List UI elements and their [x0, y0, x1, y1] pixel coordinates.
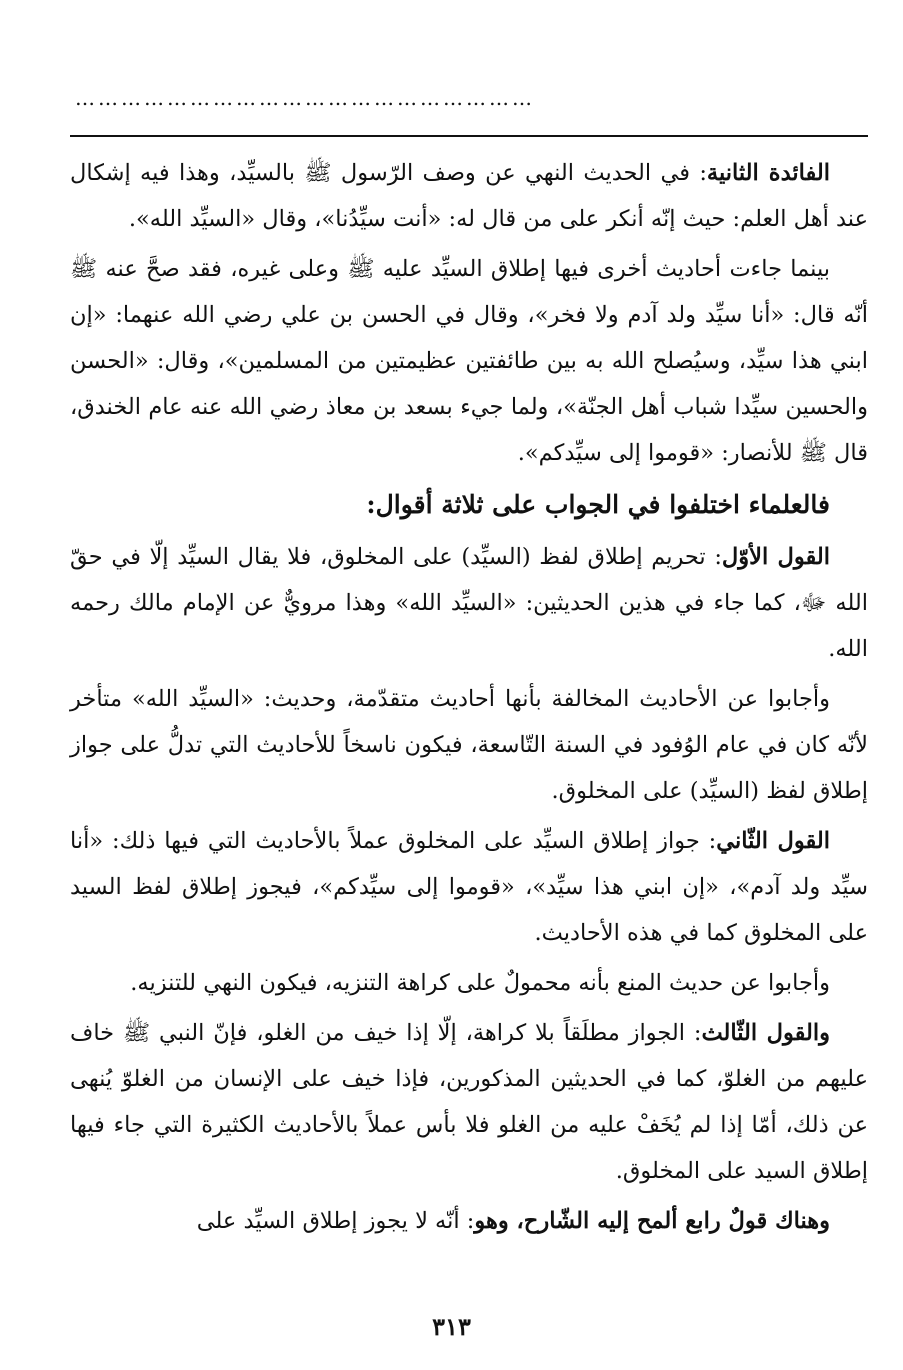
- paragraph: [70, 534, 868, 672]
- paragraph: [70, 1198, 868, 1244]
- paragraph-text: بينما جاءت أحاديث أخرى فيها إطلاق السيِّد عليه ﷺ وعلى غيره، فقد صحَّ عنه ﷺ أنّه قال: «أنا سيِّد ولد آدم ولا فخر»، وقال في الحسن بن علي رضي الله عنهما: «إن ابني هذا سيِّد، وسيُصلح الله به بين طائفتين عظيمتين من المسلمين»، وقال: «الحسن والحسين سيِّدا شباب أهل الجنّة»، ولما جيء بسعد بن معاذ رضي الله عنه عام الخندق، قال ﷺ للأنصار: «قوموا إلى سيِّدكم».: [70, 256, 868, 466]
- paragraph-lead: الفائدة الثانية: [706, 160, 831, 186]
- paragraph: [70, 1010, 868, 1194]
- paragraph: [70, 246, 868, 476]
- paragraph-text: : الجواز مطلَقاً بلا كراهة، إلّا إذا خيف من الغلو، فإنّ النبي ﷺ خاف عليهم من الغلوّ، كما في الحديثين المذكورين، فإذا خيف على الإنسان من الغلوّ يُنهى عن ذلك، أمّا إذا لم يُخَفْ عليه من الغلو فلا بأس عملاً بالأحاديث الكثيرة التي جاء فيها إطلاق السيد على المخلوق.: [70, 1020, 868, 1184]
- paragraph: [70, 676, 868, 814]
- paragraph-lead: وهناك قولٌ رابع ألمح إليه الشّارح، وهو: [474, 1208, 830, 1234]
- paragraph: [70, 818, 868, 956]
- paragraph-text: وأجابوا عن حديث المنع بأنه محمولٌ على كراهة التنزيه، فيكون النهي للتنزيه.: [130, 970, 830, 996]
- paragraph: [70, 150, 868, 242]
- paragraph-lead: القول الأوّل: [721, 544, 830, 570]
- paragraph-lead: والقول الثّالث: [701, 1020, 830, 1046]
- paragraph-text: وأجابوا عن الأحاديث المخالفة بأنها أحاديث متقدّمة، وحديث: «السيِّد الله» متأخر لأنّه كان في عام الوُفود في السنة التّاسعة، فيكون ناسخاً للأحاديث التي تدلُّ على جواز إطلاق لفظ (السيِّد) على المخلوق.: [70, 686, 868, 804]
- paragraph-text: : في الحديث النهي عن وصف الرّسول ﷺ بالسيِّد، وهذا فيه إشكال عند أهل العلم: حيث إنّه أنكر على من قال له: «أنت سيِّدُنا»، وقال «السيِّد الله».: [70, 160, 868, 232]
- page-body: [70, 150, 868, 1248]
- paragraph-text: : تحريم إطلاق لفظ (السيِّد) على المخلوق، فلا يقال السيِّد إلّا في حقّ الله ﷻ، كما جاء في هذين الحديثين: «السيِّد الله» وهذا مرويٌّ عن الإمام مالك رحمه الله.: [70, 544, 868, 662]
- paragraph-text: : جواز إطلاق السيِّد على المخلوق عملاً بالأحاديث التي فيها ذلك: «أنا سيِّد ولد آدم»، «إن ابني هذا سيِّد»، «قوموا إلى سيِّدكم»، فيجوز إطلاق لفظ السيد على المخلوق كما في هذه الأحاديث.: [70, 828, 869, 946]
- page-number: ٣١٣: [432, 1312, 471, 1341]
- section-heading: فالعلماء اختلفوا في الجواب على ثلاثة أقوال:: [366, 490, 830, 519]
- paragraph-text: : أنّه لا يجوز إطلاق السيِّد على: [196, 1208, 475, 1234]
- paragraph: [70, 960, 868, 1006]
- header-rule: [70, 135, 868, 137]
- header-dotted-line: ……………………………………………………: [75, 88, 535, 108]
- paragraph-lead: القول الثّاني: [716, 828, 830, 854]
